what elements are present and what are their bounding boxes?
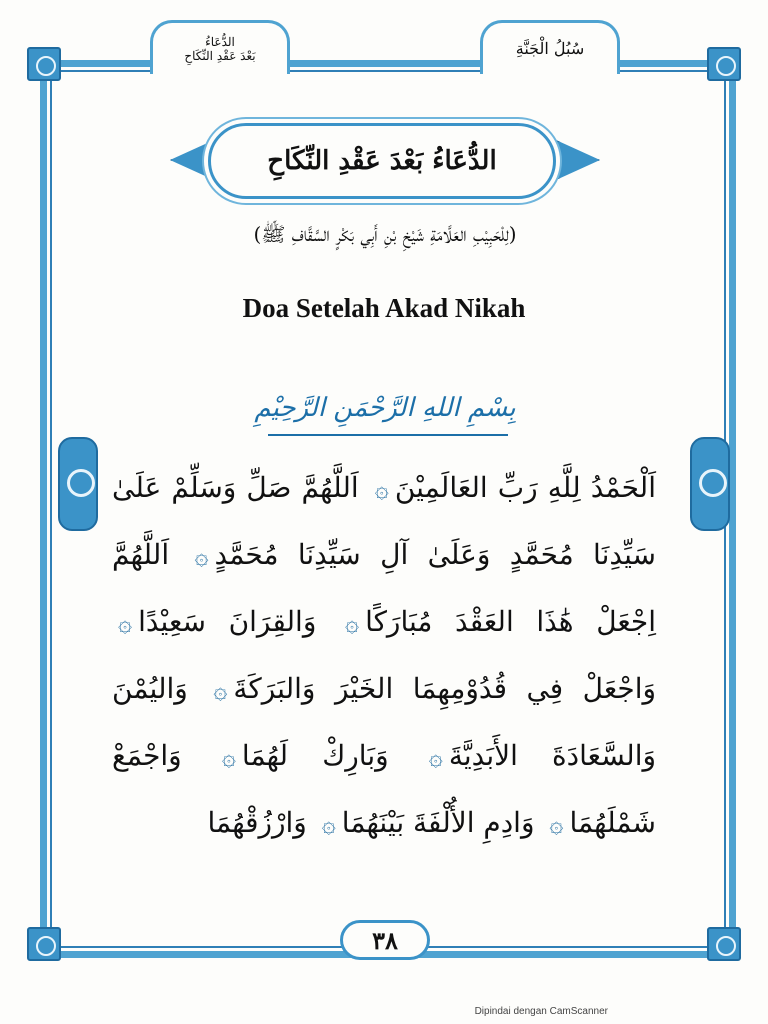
prayer-segment: اَلْحَمْدُ لِلَّهِ رَبِّ العَالَمِيْنَ bbox=[394, 471, 656, 504]
verse-separator-icon: ۞ bbox=[374, 475, 389, 503]
author-attribution: (لِلْحَبِيْبِ العَلَّامَةِ شَيْخِ بْنِ أَبِي بَكْرٍ السَّقَّافِ ﷺ) bbox=[253, 222, 517, 246]
corner-ornament-top-left bbox=[27, 47, 61, 81]
verse-separator-icon: ۞ bbox=[221, 743, 236, 771]
scanner-watermark: Dipindai dengan CamScanner bbox=[474, 1006, 608, 1017]
corner-ornament-bottom-left bbox=[27, 927, 61, 961]
prayer-segment: وَاجْعَلْ فِي قُدُوْمِهِمَا الخَيْرَ وَالبَرَكَةَ bbox=[233, 672, 657, 705]
basmala-calligraphy: بِسْمِ اللهِ الرَّحْمَنِ الرَّحِيْمِ bbox=[254, 393, 516, 423]
verse-separator-icon: ۞ bbox=[194, 542, 209, 570]
title-cartouche bbox=[208, 123, 556, 199]
basmala-underline bbox=[268, 434, 508, 436]
verse-separator-icon: ۞ bbox=[118, 609, 133, 637]
side-medallion-right bbox=[690, 437, 730, 531]
prayer-segment: وَارْزُقْهُمَا bbox=[207, 806, 307, 839]
corner-ornament-top-right bbox=[707, 47, 741, 81]
header-tab-chapter bbox=[150, 20, 290, 74]
prayer-segment: وَاليُمْنَ وَالسَّعَادَةَ الأَبَدِيَّةَ bbox=[112, 672, 657, 772]
header-tab-book: سُبُلُ الْجَنَّةِ bbox=[480, 20, 620, 74]
prayer-segment: اَللَّهُمَّ صَلِّ وَسَلِّمْ عَلَىٰ سَيِّدِنَا مُحَمَّدٍ وَعَلَىٰ آلِ سَيِّدِنَا مُحَمَّدٍ bbox=[112, 471, 656, 571]
header-tab-chapter-line1: الدُّعَاءُ bbox=[205, 35, 235, 49]
header-tab-chapter-line2: بَعْدَ عَقْدِ النِّكَاحِ bbox=[184, 49, 256, 63]
page-number: ٣٨ bbox=[340, 920, 430, 960]
side-medallion-left bbox=[58, 437, 98, 531]
page-title-arabic: الدُّعَاءُ بَعْدَ عَقْدِ النِّكَاحِ bbox=[267, 146, 497, 176]
verse-separator-icon: ۞ bbox=[428, 743, 443, 771]
corner-ornament-bottom-right bbox=[707, 927, 741, 961]
prayer-segment: وَاجْمَعْ شَمْلَهُمَا bbox=[112, 739, 656, 839]
prayer-text bbox=[112, 455, 656, 857]
verse-separator-icon: ۞ bbox=[549, 810, 564, 838]
prayer-segment: وَبَارِكْ لَهُمَا bbox=[241, 739, 389, 772]
prayer-segment: وَادِمِ الأُلْفَةَ بَيْنَهُمَا bbox=[341, 806, 535, 839]
prayer-segment: اَللَّهُمَّ اِجْعَلْ هَٰذَا العَقْدَ مُبَارَكًا bbox=[112, 538, 656, 638]
verse-separator-icon: ۞ bbox=[321, 810, 336, 838]
prayer-segment: وَالقِرَانَ سَعِيْدًا bbox=[138, 605, 317, 638]
verse-separator-icon: ۞ bbox=[213, 676, 228, 704]
verse-separator-icon: ۞ bbox=[345, 609, 360, 637]
page-title-indonesian: Doa Setelah Akad Nikah bbox=[242, 293, 526, 323]
